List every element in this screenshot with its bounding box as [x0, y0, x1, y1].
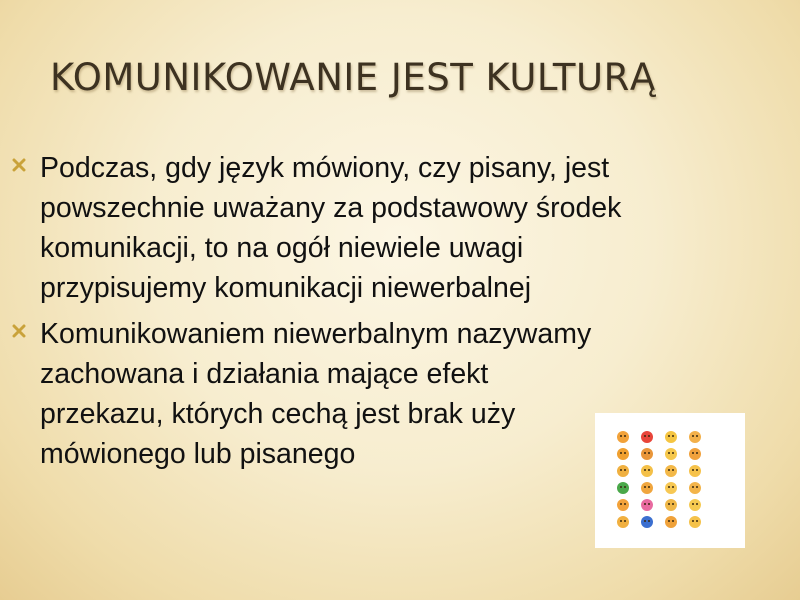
emoji-eye	[696, 435, 698, 437]
emoji-eye	[668, 520, 670, 522]
emoji-eye	[648, 503, 650, 505]
emoji-eye	[620, 452, 622, 454]
emoji-eye	[692, 469, 694, 471]
bullet-line: komunikacji, to na ogół niewiele uwagi	[40, 232, 524, 264]
bullet-line: przypisujemy komunikacji niewerbalnej	[40, 272, 532, 304]
emoji-eye	[692, 486, 694, 488]
emoji-face-icon	[689, 482, 701, 494]
emoji-eye	[668, 435, 670, 437]
emoji-eye	[668, 469, 670, 471]
emoji-eye	[696, 520, 698, 522]
emoji-eye	[692, 435, 694, 437]
emoji-eye	[644, 486, 646, 488]
emoji-eye	[672, 469, 674, 471]
emoji-eye	[648, 452, 650, 454]
emoji-eye	[620, 503, 622, 505]
emoji-eye	[648, 520, 650, 522]
emoji-face-icon	[665, 448, 677, 460]
emoji-eye	[624, 452, 626, 454]
emoji-eye	[620, 486, 622, 488]
bullet-line: Podczas, gdy język mówiony, czy pisany, jest	[40, 152, 610, 184]
emoji-face-icon	[641, 482, 653, 494]
emoji-eye	[672, 520, 674, 522]
emoji-eye	[620, 435, 622, 437]
emoji-eye	[696, 503, 698, 505]
emoji-face-icon	[665, 482, 677, 494]
emoji-eye	[624, 469, 626, 471]
x-bullet-icon	[12, 158, 26, 172]
emoji-face-icon	[689, 499, 701, 511]
emoji-eye	[644, 520, 646, 522]
emoji-face-icon	[689, 516, 701, 528]
emoji-face-icon	[641, 431, 653, 443]
emoji-face-icon	[641, 516, 653, 528]
emoji-eye	[644, 452, 646, 454]
emoji-eye	[624, 520, 626, 522]
emoji-eye	[692, 503, 694, 505]
emoji-face-icon	[617, 431, 629, 443]
bullet-line: Komunikowaniem niewerbalnym nazywamy	[40, 318, 592, 350]
emoji-eye	[692, 452, 694, 454]
emoji-eye	[620, 520, 622, 522]
emoji-eye	[696, 452, 698, 454]
emoji-eye	[620, 469, 622, 471]
emoji-eye	[648, 435, 650, 437]
emoji-eye	[672, 435, 674, 437]
emoji-face-icon	[641, 448, 653, 460]
emoji-eye	[672, 486, 674, 488]
emoji-face-icon	[617, 516, 629, 528]
bullet-line: powszechnie uważany za podstawowy środek	[40, 192, 622, 224]
emoji-face-icon	[689, 431, 701, 443]
emoji-eye	[644, 503, 646, 505]
emoji-eye	[672, 503, 674, 505]
slide-title: KOMUNIKOWANIE JEST KULTURĄ	[50, 56, 656, 99]
emoji-eye	[672, 452, 674, 454]
emoji-face-icon	[641, 499, 653, 511]
emoji-eye	[644, 469, 646, 471]
bullet-line: mówionego lub pisanego	[40, 438, 356, 470]
emoji-face-icon	[689, 448, 701, 460]
emoji-eye	[696, 486, 698, 488]
emoji-face-icon	[665, 431, 677, 443]
emoji-eye	[648, 469, 650, 471]
emoji-eye	[624, 486, 626, 488]
emoji-face-icon	[641, 465, 653, 477]
bullet-line: zachowana i działania mające efekt	[40, 358, 489, 390]
emoji-faces-image	[595, 413, 745, 548]
emoji-face-icon	[689, 465, 701, 477]
emoji-eye	[648, 486, 650, 488]
emoji-eye	[668, 486, 670, 488]
emoji-face-icon	[617, 465, 629, 477]
bullet-line: przekazu, których cechą jest brak uży	[40, 398, 516, 430]
emoji-eye	[692, 520, 694, 522]
emoji-face-icon	[665, 516, 677, 528]
emoji-eye	[668, 503, 670, 505]
emoji-eye	[624, 435, 626, 437]
emoji-face-icon	[617, 448, 629, 460]
emoji-eye	[696, 469, 698, 471]
emoji-eye	[644, 435, 646, 437]
x-bullet-icon	[12, 324, 26, 338]
emoji-eye	[624, 503, 626, 505]
bullet-item	[12, 148, 732, 308]
emoji-eye	[668, 452, 670, 454]
emoji-face-icon	[665, 465, 677, 477]
emoji-face-icon	[665, 499, 677, 511]
emoji-face-icon	[617, 482, 629, 494]
emoji-face-icon	[617, 499, 629, 511]
